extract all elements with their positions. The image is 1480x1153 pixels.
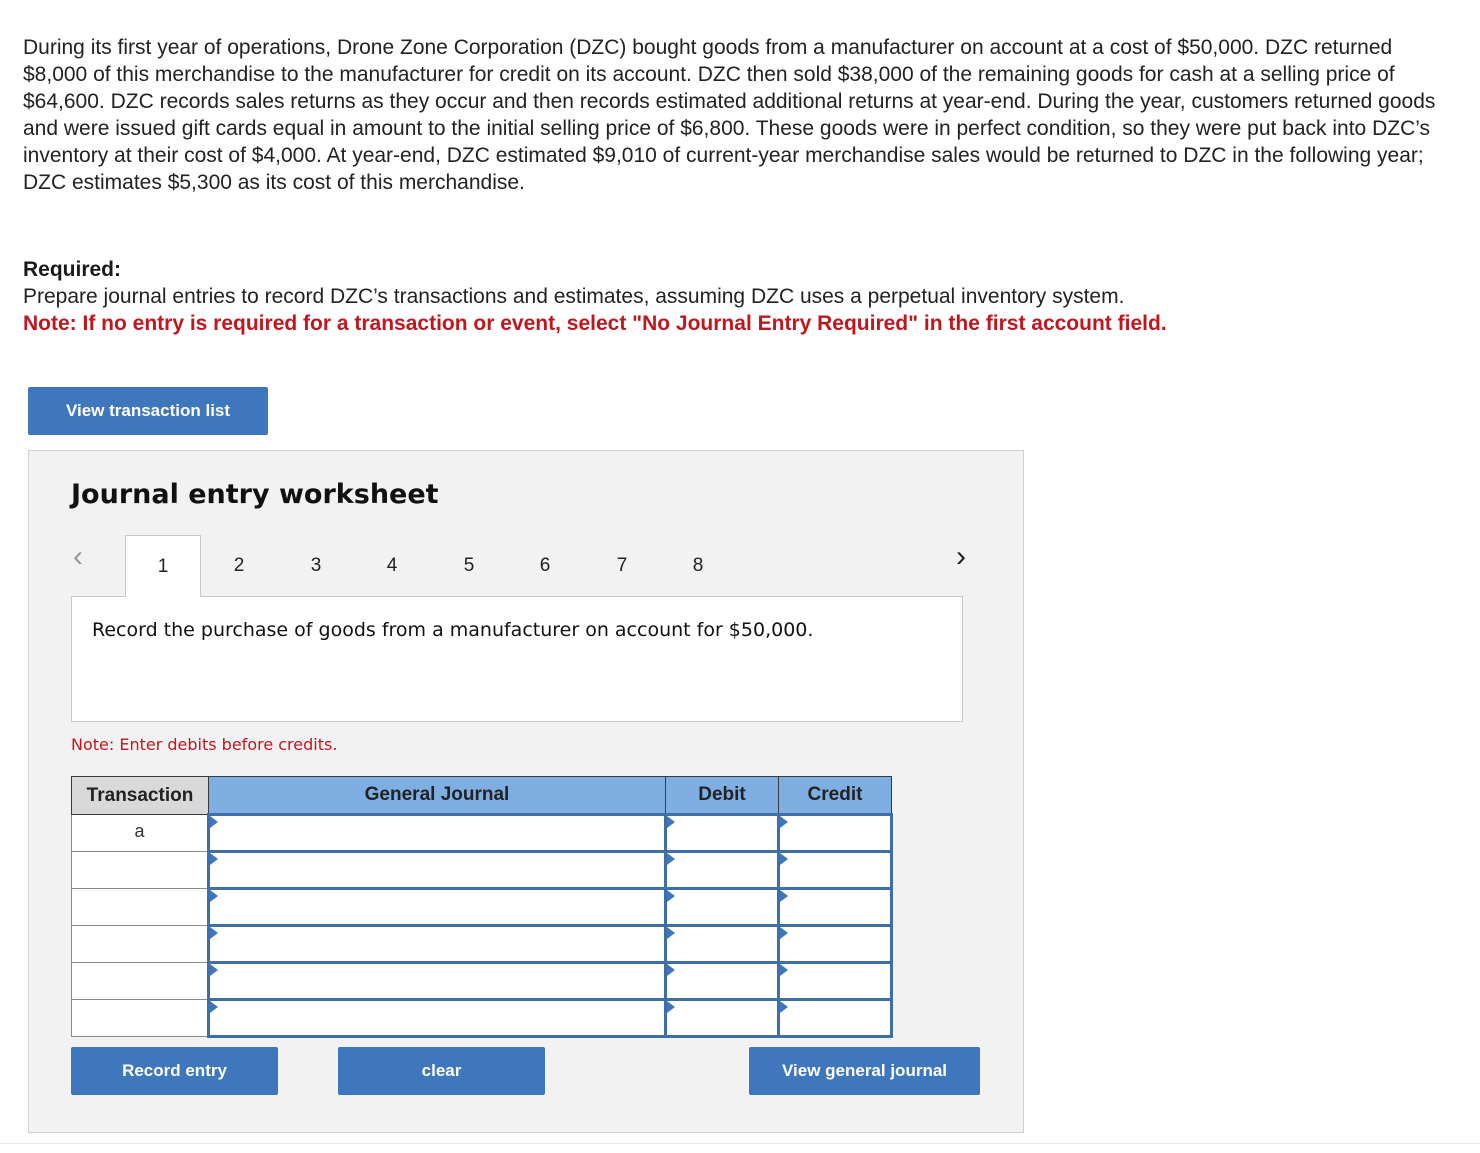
field-marker-icon <box>780 1001 788 1013</box>
tab-6[interactable]: 6 <box>539 555 551 576</box>
required-note: Note: If no entry is required for a transaction or event, select "No Journal Entry Required" in the first account field. <box>23 312 1167 335</box>
tab-4[interactable]: 4 <box>386 555 398 576</box>
debit-field[interactable] <box>666 889 779 926</box>
transaction-cell <box>72 852 209 889</box>
divider <box>0 1143 1480 1144</box>
credit-field[interactable] <box>779 926 892 963</box>
transaction-cell <box>72 1000 209 1037</box>
header-transaction: Transaction <box>72 777 209 815</box>
debit-field[interactable] <box>666 852 779 889</box>
problem-statement: During its first year of operations, Drone Zone Corporation (DZC) bought goods from a manufacturer on account at a cost of $50,000. DZC returned $8,000 of this merchandise to the manufacturer for credit on its account. DZC then sold $38,000 of the remaining goods for cash at a selling price of $64,600. DZC records sales returns as they occur and then records estimated additional returns at year-end. During the year, customers returned goods and were issued gift cards equal in amount to the initial selling price of $6,800. These goods were in perfect condition, so they were put back into DZC’s inventory at their cost of $4,000. At year-end, DZC estimated $9,010 of current-year merchandise sales would be returned to DZC in the following year; DZC estimates $5,300 as its cost of this merchandise. <box>23 36 1436 194</box>
account-field[interactable] <box>209 889 666 926</box>
table-row <box>72 815 892 852</box>
field-marker-icon <box>780 927 788 939</box>
field-marker-icon <box>210 964 218 976</box>
transaction-cell <box>72 889 209 926</box>
credit-field[interactable] <box>779 963 892 1000</box>
debit-field[interactable] <box>666 926 779 963</box>
field-marker-icon <box>780 890 788 902</box>
view-transaction-list-button[interactable]: View transaction list <box>28 387 268 435</box>
transaction-prompt: Record the purchase of goods from a manufacturer on account for $50,000. <box>92 619 814 641</box>
tab-5[interactable]: 5 <box>463 555 475 576</box>
field-marker-icon <box>780 964 788 976</box>
required-instructions: Prepare journal entries to record DZC’s transactions and estimates, assuming DZC uses a perpetual inventory system. <box>23 285 1125 308</box>
account-field[interactable] <box>209 815 666 852</box>
header-credit: Credit <box>779 777 892 815</box>
field-marker-icon <box>210 890 218 902</box>
credit-field[interactable] <box>779 1000 892 1037</box>
tab-2[interactable]: 2 <box>233 555 245 576</box>
journal-entry-worksheet <box>28 450 1024 1133</box>
debit-field[interactable] <box>666 1000 779 1037</box>
transaction-prompt-box <box>71 596 963 722</box>
view-general-journal-button[interactable]: View general journal <box>749 1047 980 1095</box>
transaction-cell <box>72 963 209 1000</box>
table-row <box>72 852 892 889</box>
account-field[interactable] <box>209 1000 666 1037</box>
worksheet-title: Journal entry worksheet <box>71 479 439 510</box>
credit-field[interactable] <box>779 889 892 926</box>
field-marker-icon <box>780 853 788 865</box>
table-row <box>72 1000 892 1037</box>
field-marker-icon <box>210 853 218 865</box>
field-marker-icon <box>210 816 218 828</box>
field-marker-icon <box>667 964 675 976</box>
transaction-cell <box>72 926 209 963</box>
account-field[interactable] <box>209 926 666 963</box>
header-debit: Debit <box>666 777 779 815</box>
chevron-left-icon[interactable]: ‹ <box>73 540 83 573</box>
credit-field[interactable] <box>779 815 892 852</box>
field-marker-icon <box>667 927 675 939</box>
field-marker-icon <box>210 927 218 939</box>
debit-field[interactable] <box>666 963 779 1000</box>
journal-table <box>71 776 893 1038</box>
field-marker-icon <box>780 816 788 828</box>
credit-field[interactable] <box>779 852 892 889</box>
field-marker-icon <box>667 890 675 902</box>
required-heading: Required: <box>23 258 122 281</box>
table-row <box>72 926 892 963</box>
field-marker-icon <box>667 816 675 828</box>
tab-3[interactable]: 3 <box>310 555 322 576</box>
header-general-journal: General Journal <box>209 777 666 815</box>
debit-field[interactable] <box>666 815 779 852</box>
tab-1[interactable]: 1 <box>125 535 201 597</box>
clear-button[interactable]: clear <box>338 1047 545 1095</box>
debit-credit-note: Note: Enter debits before credits. <box>71 735 338 754</box>
chevron-right-icon[interactable]: › <box>956 540 966 573</box>
table-row <box>72 963 892 1000</box>
field-marker-icon <box>210 1001 218 1013</box>
field-marker-icon <box>667 1001 675 1013</box>
field-marker-icon <box>667 853 675 865</box>
transaction-cell: a <box>72 815 209 852</box>
table-row <box>72 889 892 926</box>
account-field[interactable] <box>209 963 666 1000</box>
tab-8[interactable]: 8 <box>692 555 704 576</box>
record-entry-button[interactable]: Record entry <box>71 1047 278 1095</box>
account-field[interactable] <box>209 852 666 889</box>
tab-7[interactable]: 7 <box>616 555 628 576</box>
